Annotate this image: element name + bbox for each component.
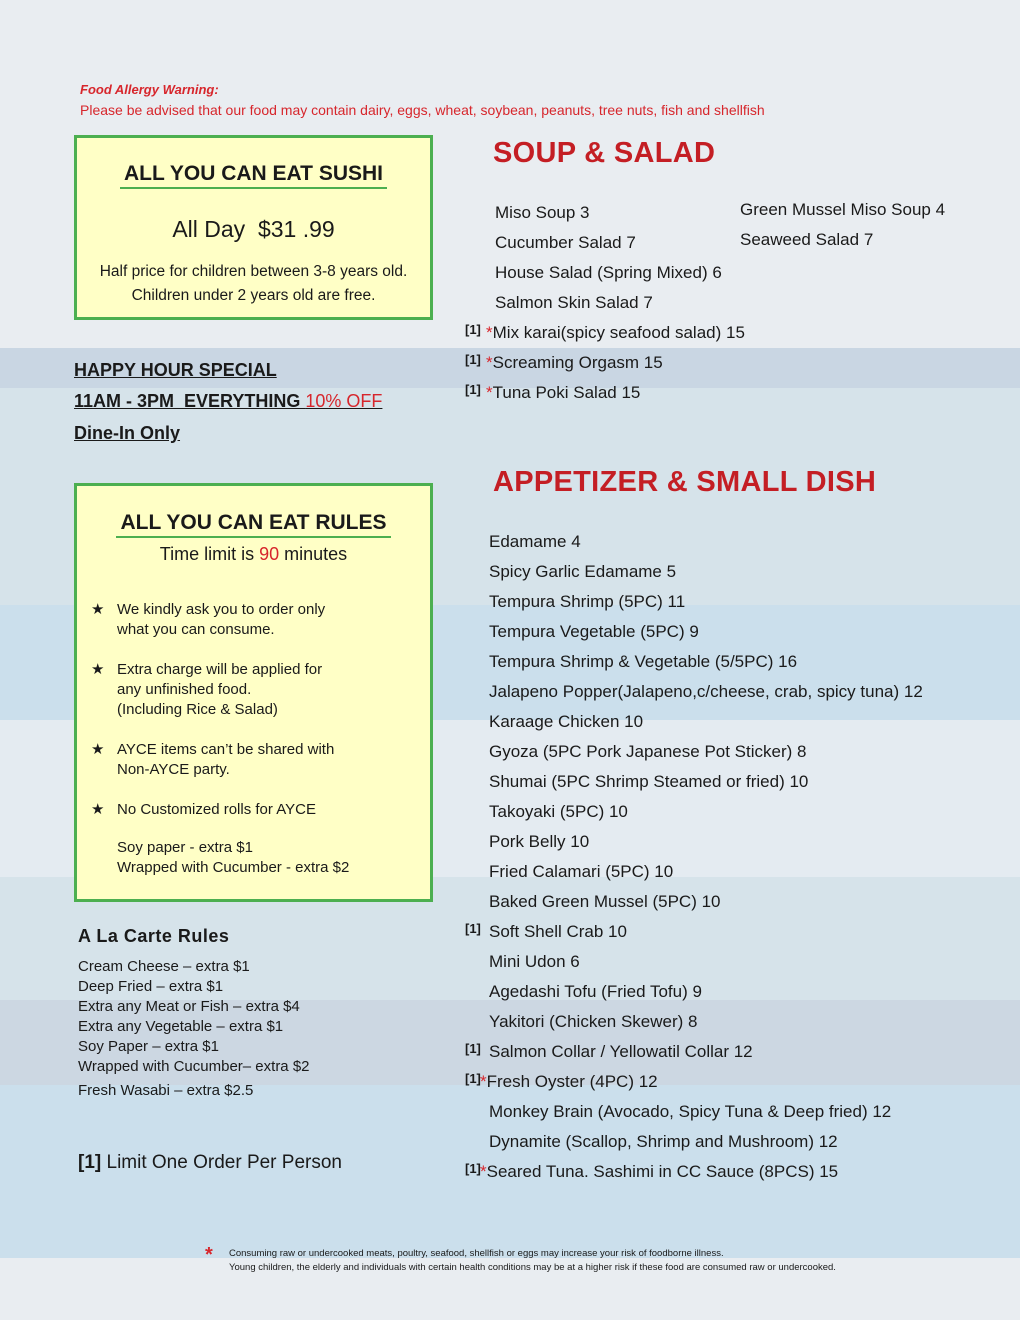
a-la-carte-line: Extra any Meat or Fish – extra $4 <box>78 998 300 1015</box>
menu-item-name: Tuna Poki Salad 15 <box>492 383 641 402</box>
menu-item <box>489 922 627 942</box>
menu-item <box>495 293 653 313</box>
menu-item-name: Dynamite (Scallop, Shrimp and Mushroom) 12 <box>489 1132 838 1151</box>
limit-one-tag: [1] <box>465 1071 481 1086</box>
raw-warning-star: * <box>486 383 493 402</box>
ayce-time-limit: Time limit is 90 minutes <box>159 544 348 564</box>
menu-item <box>489 802 628 822</box>
a-la-carte-line: Wrapped with Cucumber– extra $2 <box>78 1058 310 1075</box>
menu-item-name: Tempura Vegetable (5PC) 9 <box>489 622 699 641</box>
menu-item: Seaweed Salad 7 <box>740 230 874 249</box>
menu-item-name: Monkey Brain (Avocado, Spicy Tuna & Deep fried) 12 <box>489 1102 892 1121</box>
ayce-sushi-note: Children under 2 years old are free. <box>131 287 376 304</box>
menu-item-name: Spicy Garlic Edamame 5 <box>489 562 677 581</box>
ayce-sushi-price: All Day $31 .99 <box>172 216 335 242</box>
a-la-carte-line: Deep Fried – extra $1 <box>78 978 224 995</box>
limit-one-tag: [1] <box>465 382 481 397</box>
a-la-carte-line: Soy Paper – extra $1 <box>78 1038 219 1055</box>
limit-tag: [1] <box>78 1152 102 1173</box>
menu-item <box>486 353 663 373</box>
raw-warning-star: * <box>480 1162 487 1181</box>
menu-item-name: Seared Tuna. Sashimi in CC Sauce (8PCS) 15 <box>486 1162 839 1181</box>
menu-item <box>489 652 797 672</box>
allergy-warning-text: Please be advised that our food may contain dairy, eggs, wheat, soybean, peanuts, tree nuts, fish and shellfish <box>80 102 765 118</box>
a-la-carte-line: Extra any Vegetable – extra $1 <box>78 1018 284 1035</box>
raw-warning-star: * <box>480 1072 487 1091</box>
menu-item-name: Cucumber Salad 7 <box>495 233 636 252</box>
menu-item-name: Edamame 4 <box>489 532 581 551</box>
menu-item <box>489 532 581 552</box>
menu-item-name: Screaming Orgasm 15 <box>492 353 663 372</box>
menu-item <box>489 682 923 702</box>
happy-hour-title: HAPPY HOUR SPECIAL <box>74 360 277 380</box>
rule-item: ★ Extra charge will be applied for any unfinished food. (Including Rice & Salad) <box>91 661 323 718</box>
menu-item <box>489 712 643 732</box>
ayce-sushi-title: ALL YOU CAN EAT SUSHI <box>77 162 430 186</box>
rule-item: ★ We kindly ask you to order only what you can consume. <box>91 601 326 638</box>
a-la-carte-title: A La Carte Rules <box>78 926 230 946</box>
menu-item-name: Baked Green Mussel (5PC) 10 <box>489 892 721 911</box>
happy-hour-time <box>74 391 382 412</box>
ayce-sushi-note: Half price for children between 3-8 years old. <box>99 263 408 280</box>
footer-note: Young children, the elderly and individuals with certain health conditions may be at a higher risk if these food are consumed raw or undercooked. <box>229 1262 836 1273</box>
menu-item <box>489 772 808 792</box>
menu-item <box>489 892 721 912</box>
star-bullet-icon: ★ <box>91 601 105 618</box>
menu-item <box>486 323 745 343</box>
star-bullet-icon: ★ <box>91 741 105 758</box>
limit-one-tag: [1] <box>465 352 481 367</box>
menu-item <box>495 263 722 283</box>
limit-one-tag: [1] <box>465 1161 481 1176</box>
rule-item: ★ No Customized rolls for AYCE <box>91 801 316 818</box>
menu-item-name: Jalapeno Popper(Jalapeno,c/cheese, crab, spicy tuna) 12 <box>489 682 923 701</box>
menu-item <box>489 1132 838 1152</box>
rule-extras: Soy paper - extra $1 Wrapped with Cucumber - extra $2 <box>117 839 350 876</box>
star-bullet-icon: ★ <box>91 801 105 818</box>
menu-item-name: Tempura Shrimp & Vegetable (5/5PC) 16 <box>489 652 798 671</box>
menu-item-name: Tempura Shrimp (5PC) 11 <box>489 592 686 611</box>
menu-item-name: Shumai (5PC Shrimp Steamed or fried) 10 <box>489 772 809 791</box>
menu-item-name: Mini Udon 6 <box>489 952 580 971</box>
rule-item: ★ AYCE items can’t be shared with Non-AYCE party. <box>91 741 335 778</box>
menu-item <box>495 203 590 223</box>
happy-hour-discount: 10% OFF <box>305 391 383 411</box>
menu-item <box>489 592 685 612</box>
menu-item <box>489 952 580 972</box>
happy-hour-note: Dine-In Only <box>74 423 181 443</box>
menu-item <box>489 1012 697 1032</box>
menu-item <box>480 1072 658 1092</box>
menu-item: Green Mussel Miso Soup 4 <box>740 200 946 219</box>
menu-item-name: Karaage Chicken 10 <box>489 712 644 731</box>
menu-item <box>489 832 589 852</box>
menu-item-name: Fried Calamari (5PC) 10 <box>489 862 674 881</box>
menu-item <box>480 1162 838 1182</box>
menu-item-name: Mix karai(spicy seafood salad) 15 <box>492 323 745 342</box>
menu-item-name: Yakitori (Chicken Skewer) 8 <box>489 1012 698 1031</box>
menu-item <box>486 383 640 403</box>
menu-item-name: Pork Belly 10 <box>489 832 590 851</box>
footer-note: Consuming raw or undercooked meats, poultry, seafood, shellfish or eggs may increase your risk of foodborne illness. <box>229 1248 724 1259</box>
happy-hour-time-text: 11AM - 3PM EVERYTHING <box>74 391 306 411</box>
ayce-rules-box <box>74 483 433 902</box>
ayce-sushi-box <box>74 135 433 320</box>
a-la-carte-wasabi: Fresh Wasabi – extra $2.5 <box>78 1082 254 1099</box>
menu-item <box>489 562 676 582</box>
menu-item <box>495 233 636 253</box>
appetizer-title: APPETIZER & SMALL DISH <box>493 466 877 498</box>
limit-one-tag: [1] <box>465 921 481 936</box>
limit-one-tag: [1] <box>465 322 481 337</box>
star-bullet-icon: ★ <box>91 661 105 678</box>
limit-text: Limit One Order Per Person <box>101 1152 342 1173</box>
menu-item <box>489 1042 753 1062</box>
menu-item <box>489 1102 891 1122</box>
menu-item-name: House Salad (Spring Mixed) 6 <box>495 263 722 282</box>
limit-note <box>78 1152 342 1174</box>
ayce-rules-title: ALL YOU CAN EAT RULES <box>77 511 430 535</box>
menu-item <box>489 862 673 882</box>
footer-star-icon: * <box>205 1244 213 1266</box>
menu-item-name: Agedashi Tofu (Fried Tofu) 9 <box>489 982 702 1001</box>
menu-item <box>489 622 699 642</box>
menu-item-name: Miso Soup 3 <box>495 203 590 222</box>
ayce-time-value: 90 <box>259 544 280 564</box>
menu-item <box>489 742 806 762</box>
a-la-carte-line: Cream Cheese – extra $1 <box>78 958 250 975</box>
menu-item-name: Salmon Skin Salad 7 <box>495 293 653 312</box>
menu-item <box>489 982 702 1002</box>
allergy-warning-title: Food Allergy Warning: <box>80 82 219 97</box>
menu-item-name: Salmon Collar / Yellowatil Collar 12 <box>489 1042 753 1061</box>
menu-item-name: Gyoza (5PC Pork Japanese Pot Sticker) 8 <box>489 742 807 761</box>
soup-salad-title: SOUP & SALAD <box>493 137 716 169</box>
raw-warning-star: * <box>486 323 493 342</box>
menu-item-name: Fresh Oyster (4PC) 12 <box>486 1072 658 1091</box>
raw-warning-star: * <box>486 353 493 372</box>
menu-item-name: Soft Shell Crab 10 <box>489 922 627 941</box>
menu-item-name: Takoyaki (5PC) 10 <box>489 802 628 821</box>
limit-one-tag: [1] <box>465 1041 481 1056</box>
